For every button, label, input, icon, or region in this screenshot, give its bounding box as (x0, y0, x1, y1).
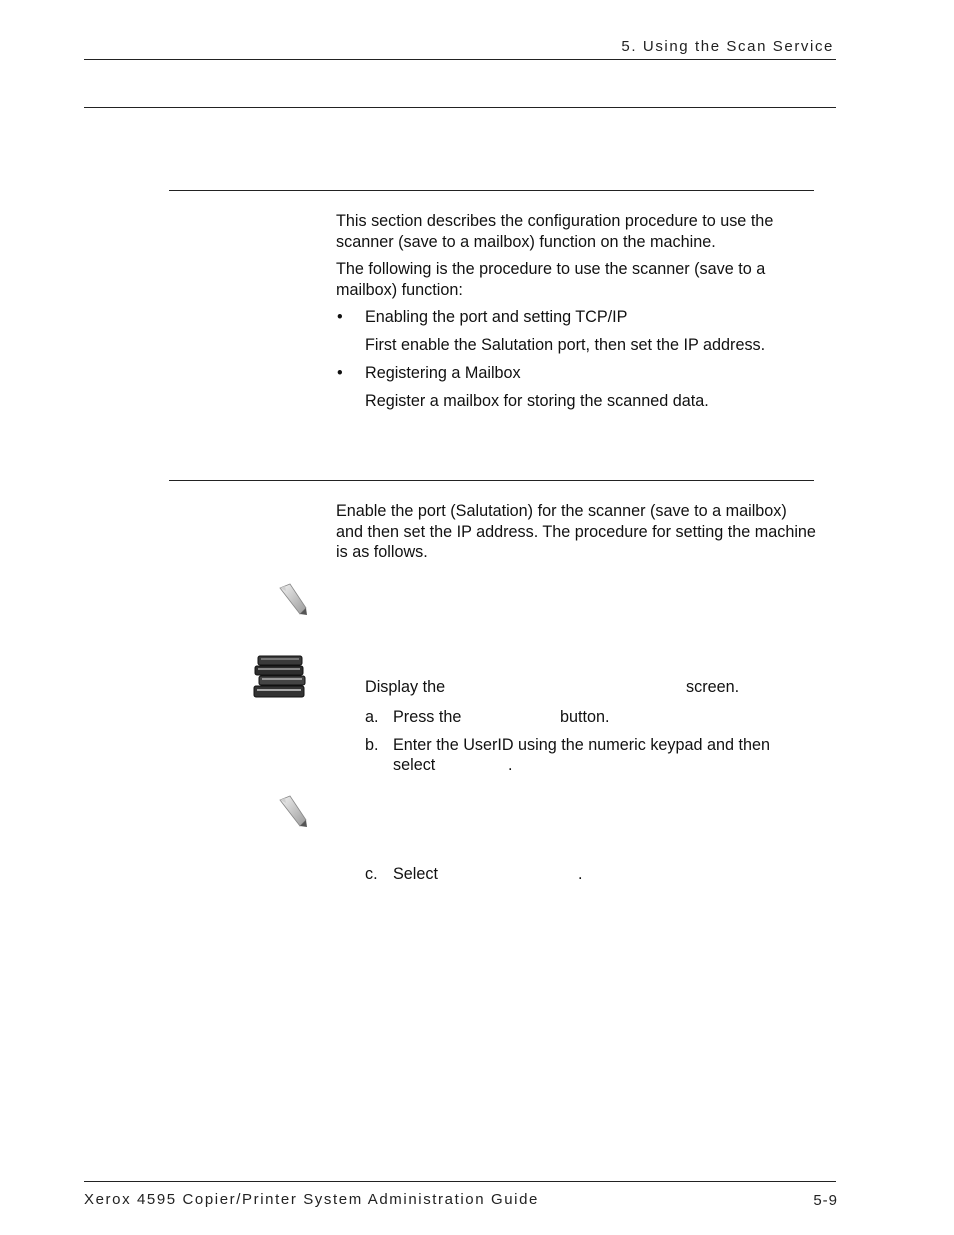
pencil-note-icon (276, 794, 310, 830)
header-rule-top (84, 59, 836, 60)
bullet-mark: • (337, 308, 343, 326)
footer-rule (84, 1181, 836, 1182)
substep-b-marker: b. (365, 736, 379, 754)
substep-c-marker: c. (365, 865, 378, 883)
step-display-suffix: screen. (686, 678, 740, 696)
substep-b-suffix: . (508, 756, 513, 774)
substep-a-suffix: button. (560, 708, 610, 726)
pencil-note-icon (276, 582, 310, 618)
substep-c-suffix: . (578, 865, 583, 883)
bullet-mark: • (337, 364, 343, 382)
bullet-description: Register a mailbox for storing the scanned data. (365, 392, 709, 410)
section2-paragraph: Enable the port (Salutation) for the scanner (save to a mailbox) and then set the IP address. The procedure for setting the machine is as follows. (336, 502, 816, 561)
books-reference-icon (252, 654, 308, 700)
step-display-prefix: Display the (365, 678, 446, 696)
substep-b-line1: Enter the UserID using the numeric keypad and then (393, 736, 771, 754)
bullet-title: Enabling the port and setting TCP/IP (365, 308, 628, 326)
intro-paragraph-2: The following is the procedure to use the scanner (save to a mailbox) function: (336, 260, 766, 299)
intro-paragraph-1: This section describes the configuration procedure to use the scanner (save to a mailbox) function on the machine. (336, 212, 774, 251)
bullet-title: Registering a Mailbox (365, 364, 521, 382)
substep-c-prefix: Select (393, 865, 438, 883)
bullet-description: First enable the Salutation port, then set the IP address. (365, 336, 766, 354)
footer-title: Xerox 4595 Copier/Printer System Administration Guide (84, 1191, 539, 1208)
substep-a-marker: a. (365, 708, 379, 726)
section-rule-2 (169, 480, 814, 481)
substep-a-prefix: Press the (393, 708, 462, 726)
header-rule-bottom (84, 107, 836, 108)
substep-b-prefix: select (393, 756, 436, 774)
page-number: 5-9 (813, 1192, 838, 1209)
chapter-header: 5. Using the Scan Service (621, 38, 834, 55)
section-rule-1 (169, 190, 814, 191)
